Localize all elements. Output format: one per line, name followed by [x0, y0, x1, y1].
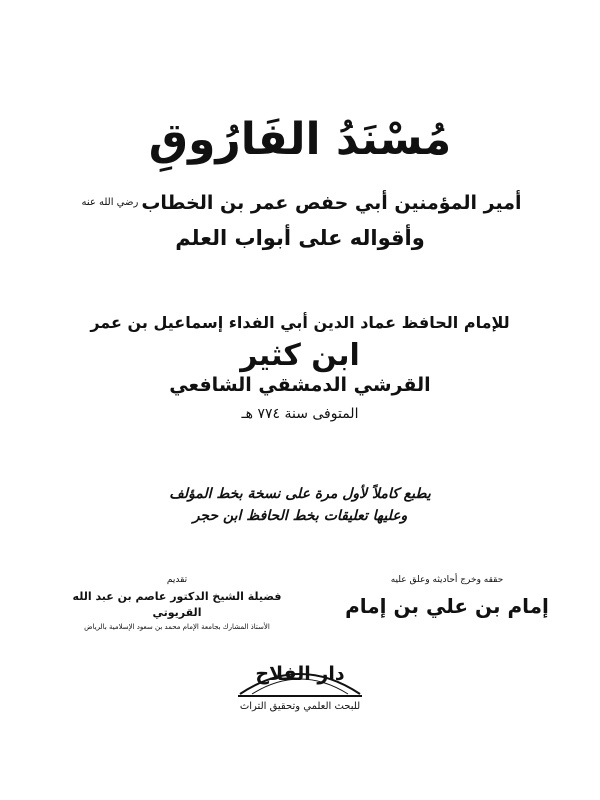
subtitle-line-1: [0, 190, 600, 216]
subtitle-line-2: وأقواله على أبواب العلم: [175, 226, 425, 250]
author-death-date: المتوفى سنة ٧٧٤ هـ: [241, 406, 359, 422]
author-full-name: للإمام الحافظ عماد الدين أبي الفداء إسماعيل بن عمر: [90, 313, 510, 332]
edition-note-line-2: وعليها تعليقات بخط الحافظ ابن حجر: [192, 508, 408, 524]
book-title: مُسْنَدُ الفَارُوقِ: [148, 114, 452, 165]
publisher-name: دار الفلاح: [255, 663, 345, 685]
subtitle-text: أمير المؤمنين أبي حفص عمر بن الخطاب: [141, 192, 522, 214]
editor-credit: [322, 573, 572, 621]
introduction-label: تقديم: [166, 575, 188, 585]
publisher-block: [180, 650, 420, 714]
introduction-author-name: فضيلة الشيخ الدكتور عاصم بن عبد الله القريوتي: [72, 590, 282, 619]
edition-note-line-1: يطبع كاملاً لأول مرة على نسخة بخط المؤلف: [169, 486, 431, 502]
editor-label: حققه وخرج أحاديثه وعلق عليه: [390, 575, 504, 585]
author-kunya: ابن كثير: [240, 338, 360, 373]
honorific-mark: رضي الله عنه: [81, 197, 139, 208]
publisher-tagline: للبحث العلمي وتحقيق التراث: [239, 701, 361, 712]
introduction-author-title: الأستاذ المشارك بجامعة الإمام محمد بن سعود الإسلامية بالرياض: [84, 623, 270, 631]
author-nisba: القرشي الدمشقي الشافعي: [169, 374, 431, 396]
introduction-credit: [52, 573, 302, 633]
editor-name: إمام بن علي بن إمام: [345, 594, 549, 618]
